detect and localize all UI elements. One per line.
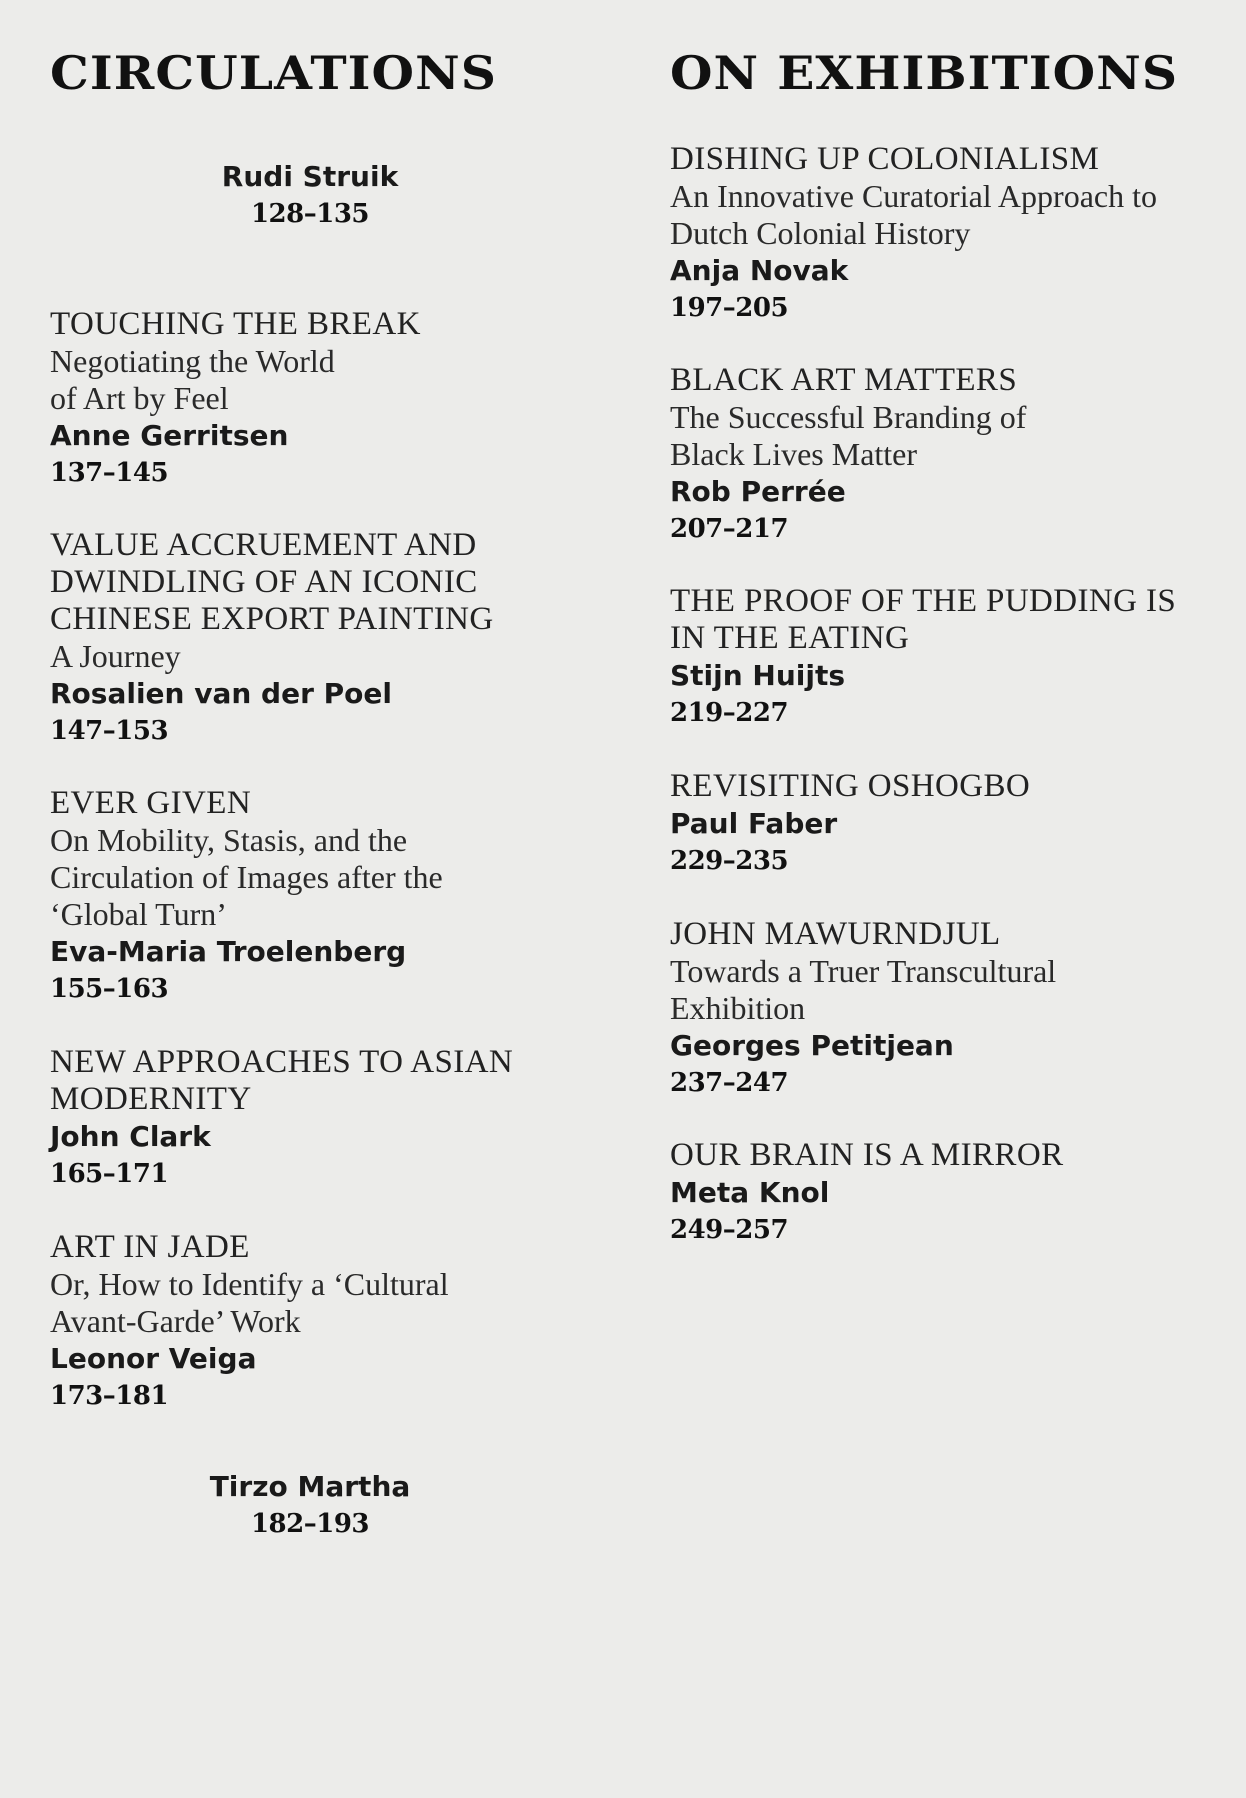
entry-author: John Clark: [50, 1120, 211, 1153]
toc-entry: [670, 362, 1230, 547]
entry-title: OUR BRAIN IS A MIRROR: [670, 1137, 1064, 1173]
entry-title: EVER GIVEN: [50, 785, 252, 821]
entry-pages: 219–227: [670, 698, 789, 728]
toc-entry: [670, 768, 1230, 879]
entry-author: Georges Petitjean: [670, 1029, 954, 1062]
entry-pages: 182–193: [250, 1509, 370, 1539]
section-heading-exhibitions: ON EXHIBITIONS: [670, 46, 1179, 100]
entry-subtitle: Towards a Truer Transcultural Exhibition: [670, 953, 1057, 1026]
entry-pages: 237–247: [670, 1068, 789, 1098]
toc-entry: [50, 1229, 570, 1414]
toc-entry: [50, 1468, 570, 1542]
toc-entry: [50, 527, 570, 749]
entry-author: Rob Perrée: [670, 475, 846, 508]
entry-subtitle: On Mobility, Stasis, and the Circulation of Images after the ‘Global Turn’: [50, 822, 443, 932]
entry-pages: 173–181: [50, 1381, 169, 1411]
entry-pages: 197–205: [670, 293, 789, 323]
entry-pages: 249–257: [670, 1215, 789, 1245]
entry-title: ART IN JADE: [50, 1229, 250, 1265]
toc-entry: [670, 916, 1230, 1101]
toc-entry: [50, 306, 570, 491]
entry-title: REVISITING OSHOGBO: [670, 768, 1031, 804]
entry-author: Anne Gerritsen: [50, 419, 289, 452]
entry-author: Rudi Struik: [221, 160, 399, 193]
entry-pages: 229–235: [670, 846, 789, 876]
toc-entry: [50, 785, 570, 1007]
section-heading-circulations: CIRCULATIONS: [50, 46, 497, 100]
entry-author: Anja Novak: [670, 254, 849, 287]
entry-title: VALUE ACCRUEMENT AND DWINDLING OF AN ICONIC CHINESE EXPORT PAINTING: [50, 527, 494, 637]
entry-pages: 155–163: [50, 974, 169, 1004]
entry-subtitle: A Journey: [50, 638, 181, 674]
entry-subtitle: An Innovative Curatorial Approach to Dutch Colonial History: [670, 178, 1157, 251]
entry-author: Rosalien van der Poel: [50, 677, 392, 710]
entry-author: Eva-Maria Troelenberg: [50, 935, 407, 968]
toc-entry: [670, 141, 1230, 326]
toc-entry: [50, 1044, 570, 1192]
entry-title: THE PROOF OF THE PUDDING IS IN THE EATING: [670, 583, 1177, 656]
entry-author: Stijn Huijts: [670, 659, 846, 692]
toc-entry: [670, 1137, 1230, 1248]
entry-author: Meta Knol: [670, 1176, 830, 1209]
entry-author: Tirzo Martha: [209, 1470, 411, 1503]
entry-pages: 128–135: [250, 199, 370, 229]
entry-subtitle: Or, How to Identify a ‘Cultural Avant-Garde’ Work: [50, 1266, 449, 1339]
entry-title: DISHING UP COLONIALISM: [670, 141, 1100, 177]
toc-entry: [50, 158, 570, 232]
entry-subtitle: Negotiating the World of Art by Feel: [50, 343, 335, 416]
entry-title: TOUCHING THE BREAK: [50, 306, 421, 342]
entry-subtitle: The Successful Branding of Black Lives Matter: [670, 399, 1027, 472]
entry-pages: 137–145: [50, 458, 169, 488]
entry-pages: 147–153: [50, 716, 169, 746]
entry-title: JOHN MAWURNDJUL: [670, 916, 1001, 952]
entry-title: BLACK ART MATTERS: [670, 362, 1018, 398]
entry-author: Leonor Veiga: [50, 1342, 257, 1375]
entry-pages: 207–217: [670, 514, 789, 544]
entry-author: Paul Faber: [670, 807, 838, 840]
entry-pages: 165–171: [50, 1159, 169, 1189]
entry-title: NEW APPROACHES TO ASIAN MODERNITY: [50, 1044, 514, 1117]
toc-entry: [670, 583, 1230, 731]
